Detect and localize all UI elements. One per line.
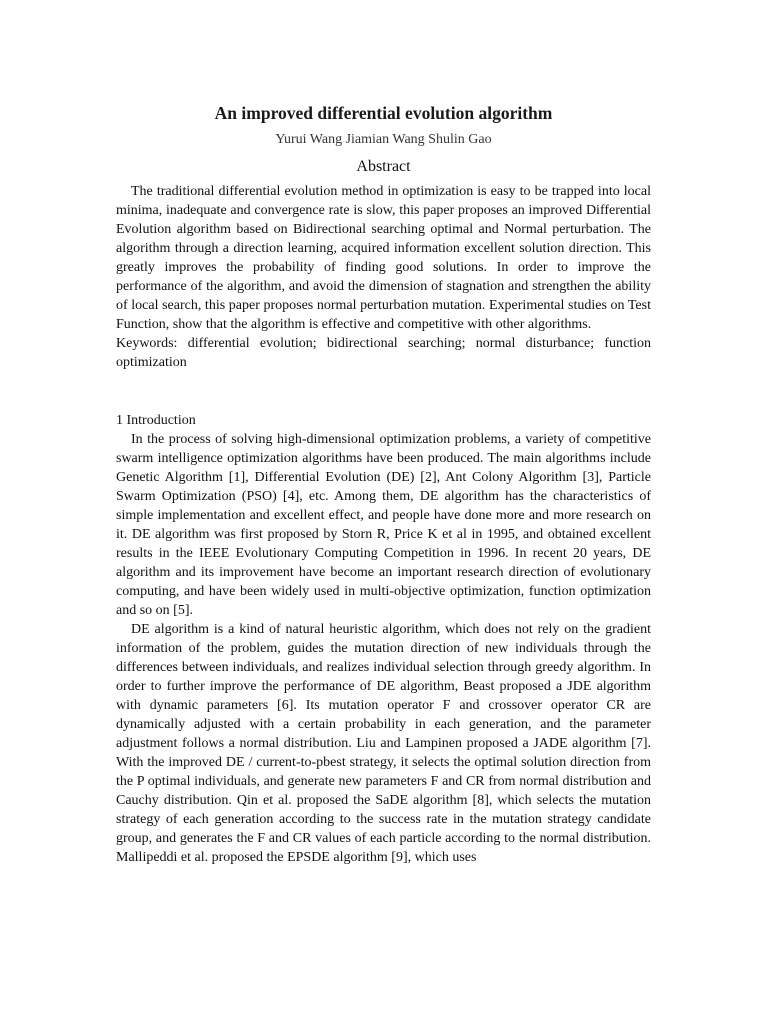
author-list: Yurui Wang Jiamian Wang Shulin Gao xyxy=(275,132,492,147)
section-heading-introduction: 1 Introduction xyxy=(116,413,196,428)
body-paragraph: In the process of solving high-dimensional optimization problems, a variety of competitive swarm intelligence optimization algorithms have been produced. The main algorithms include Genetic Algorithm [1], Differential Evolution (DE) [2], Ant Colony Algorithm [3], Particle Swarm Optimization (PSO) [4], etc. Among them, DE algorithm has the characteristics of simple implementation and excellent effect, and people have done more and more research on it. DE algorithm was first proposed by Storn R, Price K et al in 1995, and obtained excellent results in the IEEE Evolutionary Computing Competition in 1996. In recent 20 years, DE algorithm and its improvement have become an important research direction of evolutionary computing, and have been widely used in multi-objective optimization, function optimization and so on [5]. xyxy=(116,432,651,618)
keywords-line: Keywords: differential evolution; bidirectional searching; normal disturbance; function optimization xyxy=(116,336,651,370)
abstract-heading: Abstract xyxy=(356,158,411,175)
paper-title: An improved differential evolution algorithm xyxy=(214,103,553,123)
body-paragraph: DE algorithm is a kind of natural heuristic algorithm, which does not rely on the gradient information of the problem, guides the mutation direction of new individuals through the differences between individuals, and realizes individual selection through greedy algorithm. In order to further improve the performance of DE algorithm, Beast proposed a JDE algorithm with dynamic parameters [6]. Its mutation operator F and crossover operator CR are dynamically adjusted with a certain probability in each generation, and the parameter adjustment follows a normal distribution. Liu and Lampinen proposed a JADE algorithm [7]. With the improved DE / current-to-pbest strategy, it selects the optimal solution direction from the P optimal individuals, and generate new parameters F and CR from normal distribution and Cauchy distribution. Qin et al. proposed the SaDE algorithm [8], which selects the mutation strategy of each generation according to the success rate in the mutation strategy candidate group, and generates the F and CR values of each particle according to the normal distribution. Mallipeddi et al. proposed the EPSDE algorithm [9], which uses xyxy=(116,622,651,865)
abstract-paragraph: The traditional differential evolution method in optimization is easy to be trapped into local minima, inadequate and convergence rate is slow, this paper proposes an improved Differential Evolution algorithm based on Bidirectional searching optimal and Normal perturbation. The algorithm through a direction learning, acquired information excellent solution direction. This greatly improves the probability of finding good solutions. In order to improve the performance of the algorithm, and avoid the dimension of stagnation and strengthen the ability of local search, this paper proposes normal perturbation mutation. Experimental studies on Test Function, show that the algorithm is effective and competitive with other algorithms. xyxy=(116,184,651,332)
paper-page xyxy=(116,101,651,867)
